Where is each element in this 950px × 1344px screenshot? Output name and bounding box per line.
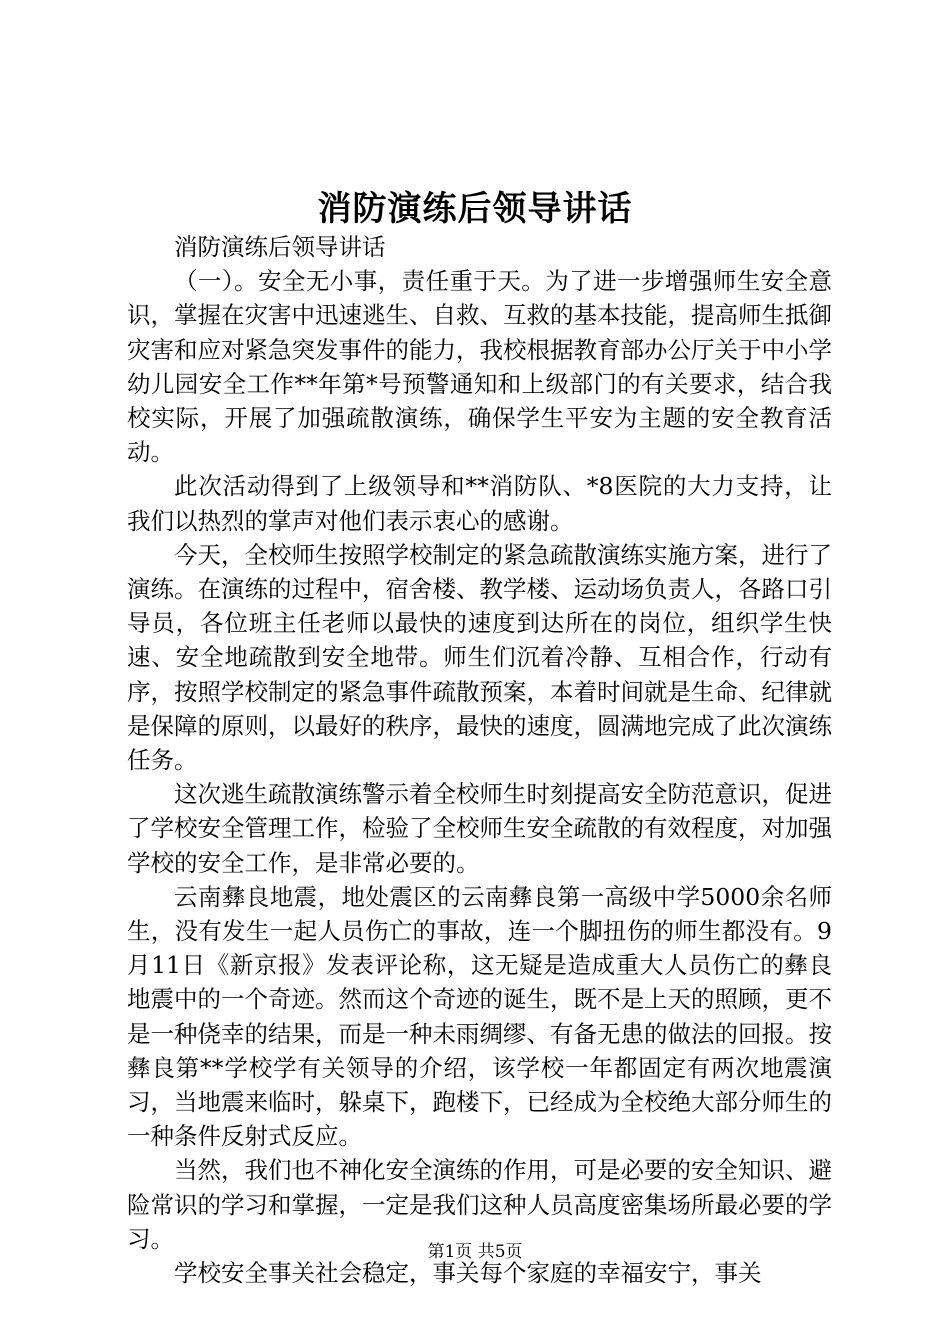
- paragraph: 今天，全校师生按照学校制定的紧急疏散演练实施方案，进行了演练。在演练的过程中，宿舍楼、教学楼、运动场负责人，各路口引导员，各位班主任老师以最快的速度到达所在的岗位，组织学生快速、安全地疏散到安全地带。师生们沉着冷静、互相合作，行动有序，按照学校制定的紧急事件疏散预案，本着时间就是生命、纪律就是保障的原则，以最好的秩序，最快的速度，圆满地完成了此次演练任务。: [127, 540, 832, 775]
- document-title: 消防演练后领导讲话: [317, 189, 633, 229]
- page-number-footer: 第1页 共5页: [427, 1242, 523, 1262]
- paragraph: 当然，我们也不神化安全演练的作用，可是必要的安全知识、避险常识的学习和掌握，一定是我们这种人员高度密集场所最必要的学习。: [127, 1156, 832, 1253]
- paragraph: 云南彝良地震，地处震区的云南彝良第一高级中学5000余名师生，没有发生一起人员伤亡的事故，连一个脚扭伤的师生都没有。9月11日《新京报》发表评论称，这无疑是造成重大人员伤亡的彝良地震中的一个奇迹。然而这个奇迹的诞生，既不是上天的照顾，更不是一种侥幸的结果，而是一种未雨绸缪、有备无患的做法的回报。按彝良第**学校学有关领导的介绍，该学校一年都固定有两次地震演习，当地震来临时，躲桌下，跑楼下，已经成为全校绝大部分师生的一种条件反射式反应。: [127, 882, 832, 1151]
- paragraph: 此次活动得到了上级领导和**消防队、*8医院的大力支持，让我们以热烈的掌声对他们表示衷心的感谢。: [127, 472, 832, 535]
- paragraph: 学校安全事关社会稳定，事关每个家庭的幸福安宁，事关: [174, 1259, 762, 1288]
- paragraph: （一）。安全无小事，责任重于天。为了进一步增强师生安全意识，掌握在灾害中迅速逃生、自救、互救的基本技能，提高师生抵御灾害和应对紧急突发事件的能力，我校根据教育部办公厅关于中小学幼儿园安全工作**年第*号预警通知和上级部门的有关要求，结合我校实际，开展了加强疏散演练，确保学生平安为主题的安全教育活动。: [127, 267, 832, 467]
- paragraph: 这次逃生疏散演练警示着全校师生时刻提高安全防范意识，促进了学校安全管理工作，检验了全校师生安全疏散的有效程度，对加强学校的安全工作，是非常必要的。: [127, 780, 832, 877]
- document-body: [127, 230, 832, 1290]
- paragraph-subtitle: 消防演练后领导讲话: [174, 233, 386, 261]
